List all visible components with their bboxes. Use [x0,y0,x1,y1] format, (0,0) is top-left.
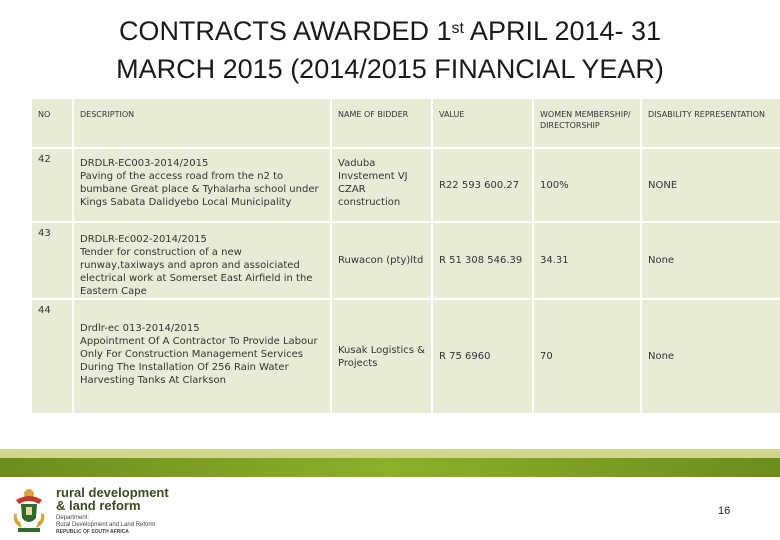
row-description-text: Appointment Of A Contractor To Provide Labour Only For Construction Management Services During The Installation Of 256 Rain Water Harvesting Tanks At Clarkson [80,336,318,386]
dept-line3: REPUBLIC OF SOUTH AFRICA [56,529,129,535]
header-value: VALUE [432,98,533,148]
logo-line1: rural development [56,485,169,500]
row-no: 42 [31,148,73,222]
row-value: R 51 308 546.39 [432,222,533,299]
coat-of-arms-icon [8,486,50,534]
row-women: 70 [533,299,641,414]
title-line2: MARCH 2015 (2014/2015 FINANCIAL YEAR) [116,54,664,84]
row-bidder: Kusak Logistics & Projects [331,299,432,414]
row-description [73,299,331,414]
row-women: 100% [533,148,641,222]
table-row [31,222,780,299]
row-value: R 75 6960 [432,299,533,414]
row-women: 34.31 [533,222,641,299]
footer-bar-light [0,449,780,458]
row-code: DRDLR-Ec002-2014/2015 [80,234,207,245]
row-description [73,222,331,299]
row-disability: None [641,222,780,299]
contracts-table [30,97,780,415]
row-value: R22 593 600.27 [432,148,533,222]
header-disability: DISABILITY REPRESENTATION [641,98,780,148]
header-women: WOMEN MEMBERSHIP/ DIRECTORSHIP [533,98,641,148]
title-line1-sup: st [451,20,464,37]
logo-text [56,486,169,536]
row-disability: NONE [641,148,780,222]
header-bidder: NAME OF BIDDER [331,98,432,148]
table-row [31,299,780,414]
page-number: 16 [718,505,731,517]
row-disability: None [641,299,780,414]
row-code: DRDLR-EC003-2014/2015 [80,158,209,169]
title-line1-b: APRIL 2014- 31 [463,16,662,46]
title-line1-a: CONTRACTS AWARDED 1 [118,16,452,46]
header-no: NO [31,98,73,148]
row-description-text: Tender for construction of a new runway,taxiways and apron and assoiciated electrical work at Somerset East Airfield in the Eastern Cape [80,247,313,297]
row-no: 44 [31,299,73,414]
row-no: 43 [31,222,73,299]
dept-line2: Rural Development and Land Reform [56,522,156,528]
department-logo [8,486,188,534]
table-header-row [31,98,780,148]
header-description: DESCRIPTION [73,98,331,148]
row-description-text: Paving of the access road from the n2 to bumbane Great place & Tyhalarha school under Kings Sabata Dalidyebo Local Municipality [80,171,319,208]
row-bidder: Ruwacon (pty)ltd [331,222,432,299]
page-title [0,12,780,88]
row-bidder: Vaduba Invstement VJ CZAR construction [331,148,432,222]
table-row [31,148,780,222]
footer-bar-dark [0,458,780,477]
row-description [73,148,331,222]
logo-line2: & land reform [56,498,141,513]
row-code: Drdlr-ec 013-2014/2015 [80,323,200,334]
dept-line1: Department: [56,515,90,521]
